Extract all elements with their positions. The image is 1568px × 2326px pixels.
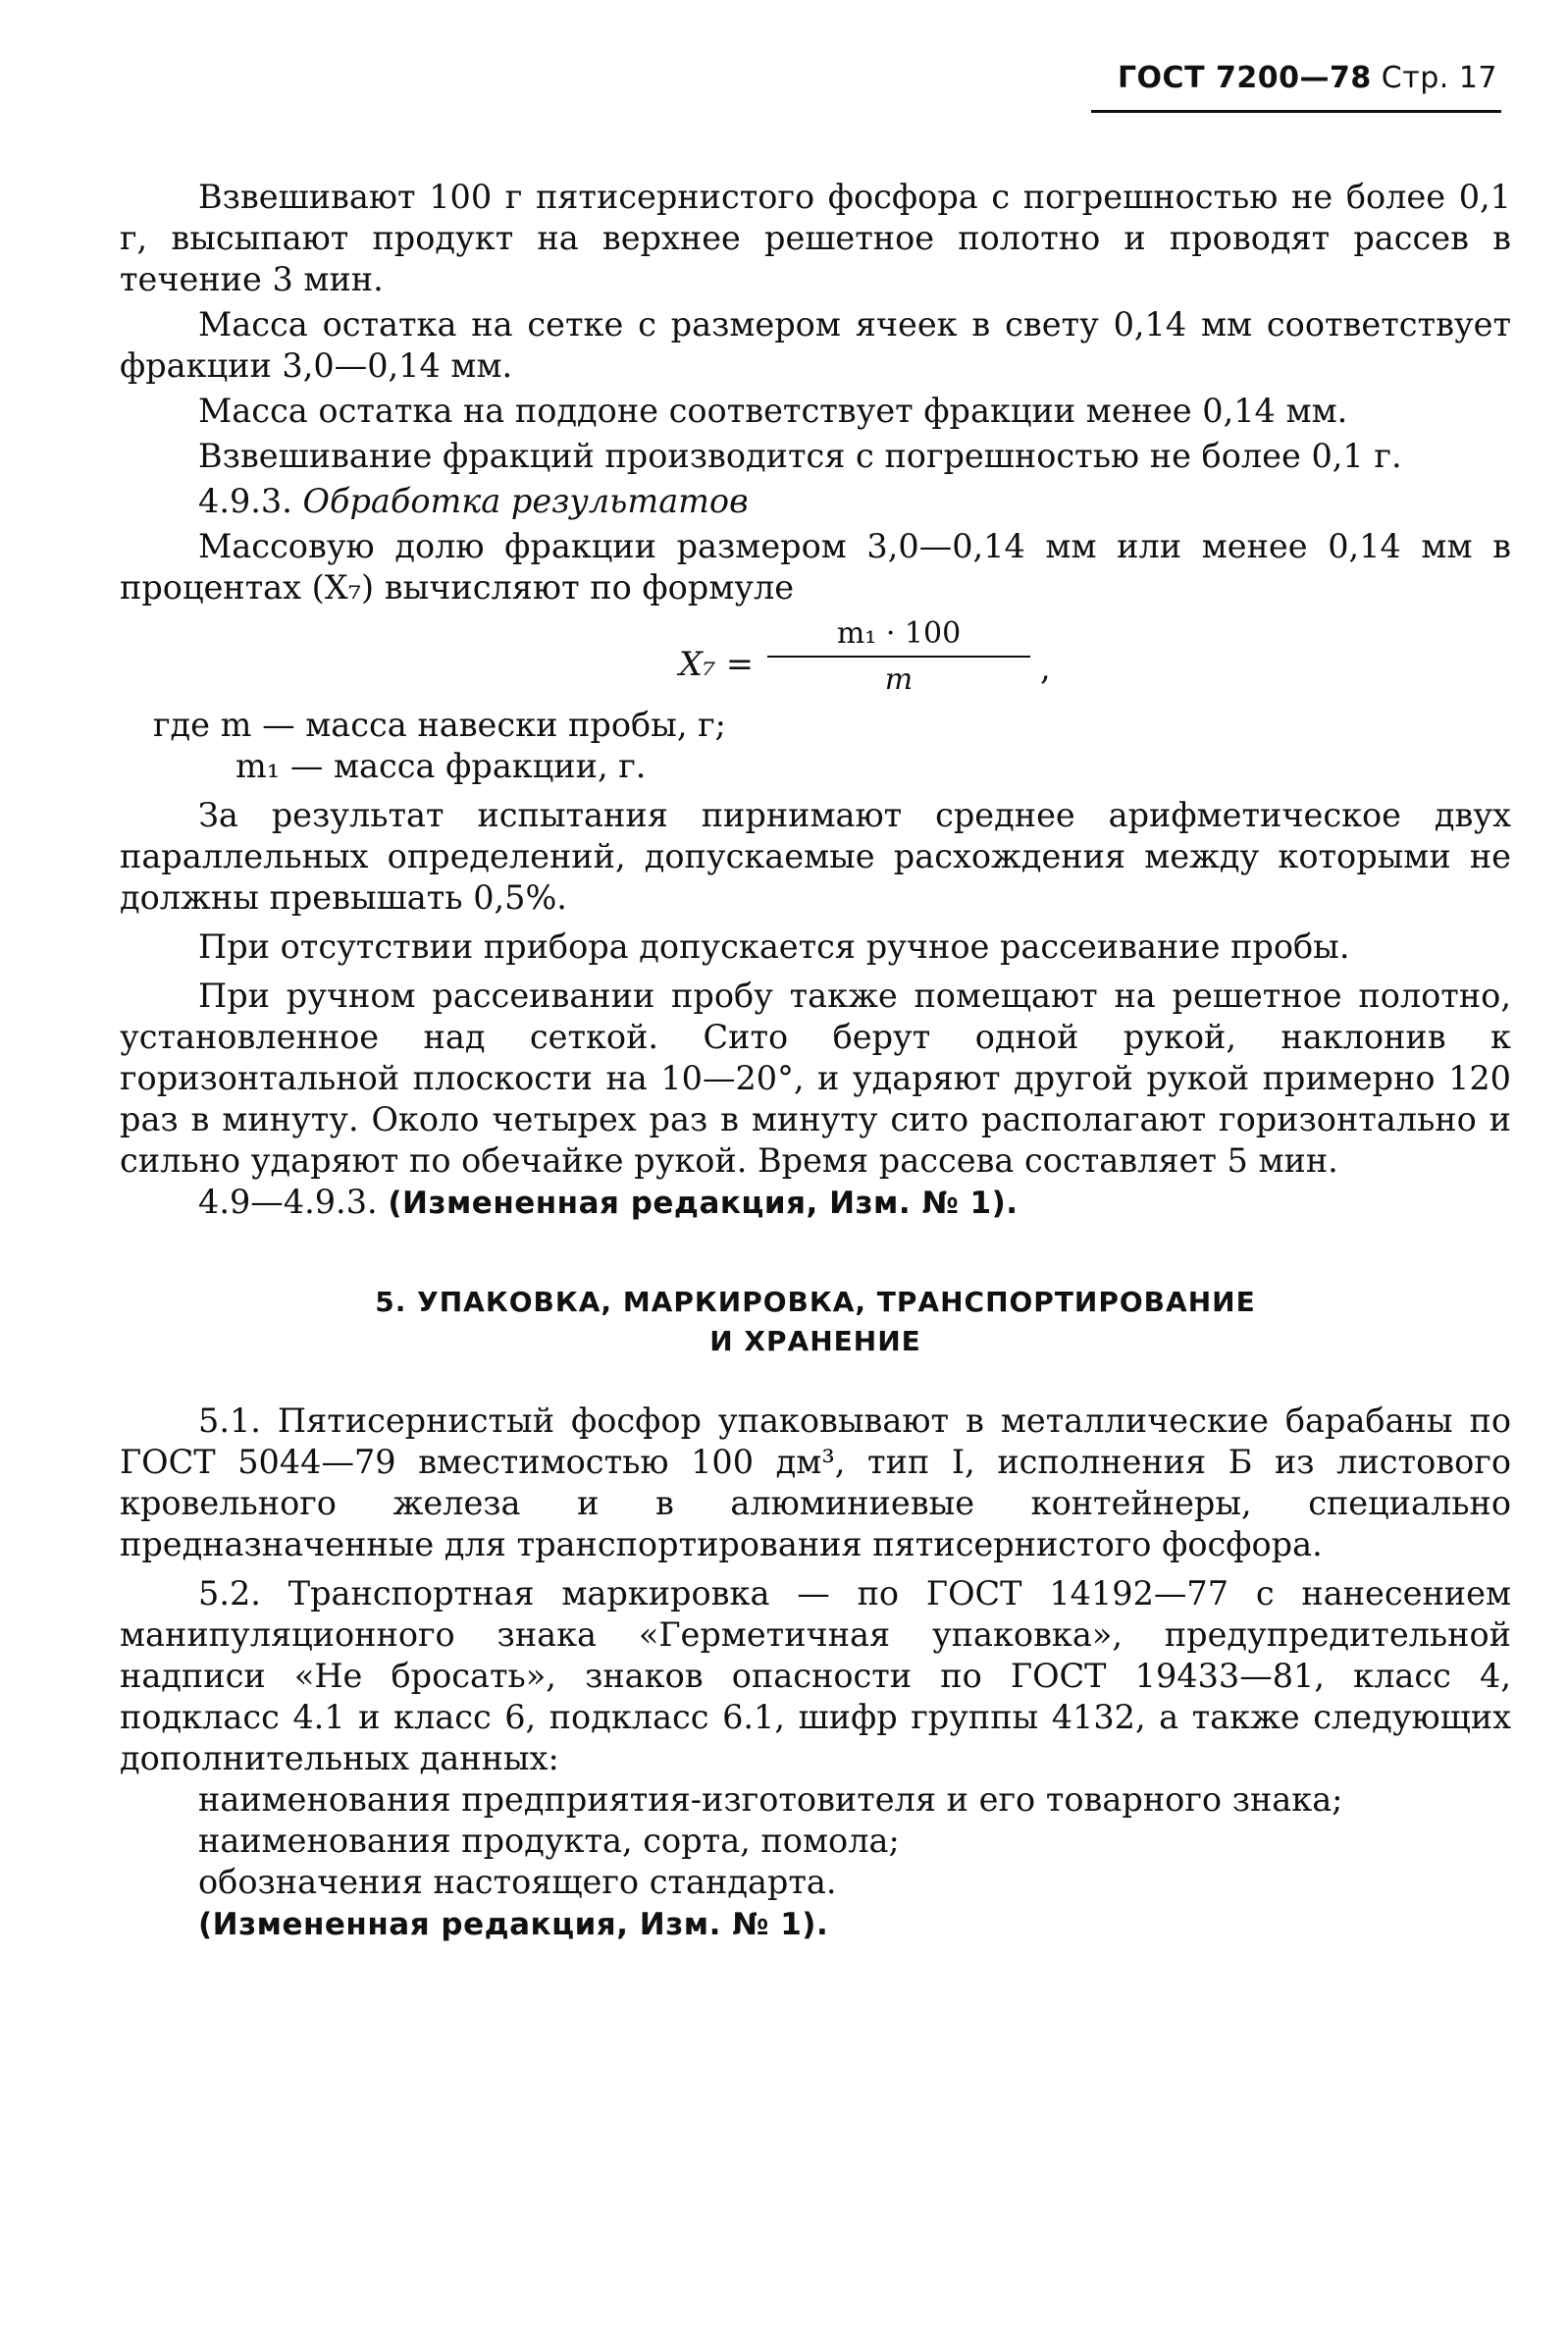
paragraph-fraction-weighing: Взвешивание фракций производится с погрешностью не более 0,1 г. <box>198 437 1402 475</box>
section-5-heading-line-1: 5. УПАКОВКА, МАРКИРОВКА, ТРАНСПОРТИРОВАНИЕ <box>375 1286 1256 1318</box>
section-5-heading <box>120 1283 1511 1361</box>
paragraph-formula-intro: Массовую долю фракции размером 3,0—0,14 мм или менее 0,14 мм в процентах (X₇) вычисляют по формуле <box>120 527 1511 607</box>
formula-fraction <box>767 614 1030 697</box>
paragraph-tray-residue: Масса остатка на поддоне соответствует фракции менее 0,14 мм. <box>198 392 1348 430</box>
document-body <box>120 177 1511 1945</box>
formula-lhs: X₇ = <box>679 645 754 683</box>
standard-number: ГОСТ 7200—78 <box>1117 61 1372 95</box>
page-number: Стр. 17 <box>1381 61 1497 95</box>
formula-block <box>120 614 1511 705</box>
list-item: обозначения настоящего стандарта. <box>198 1863 837 1901</box>
subsection-number: 4.9.3. <box>198 482 292 520</box>
formula-where-line-2: m₁ — масса фракции, г. <box>235 747 647 785</box>
amendment-note: (Измененная редакция, Изм. № 1). <box>198 1907 829 1942</box>
amendment-range: 4.9—4.9.3. <box>198 1183 378 1221</box>
paragraph-5-2: 5.2. Транспортная маркировка — по ГОСТ 14192—77 с нанесением манипуляционного знака «Герметичная упаковка», предупредительной надписи «Не бросать», знаков опасности по ГОСТ 19433—81, класс 4, подкласс 4.1 и класс 6, подкласс 6.1, шифр группы 4132, а также следующих дополнительных данных: <box>120 1574 1511 1777</box>
header-rule <box>1091 110 1501 113</box>
formula-denominator: m <box>884 662 914 697</box>
paragraph-5-1: 5.1. Пятисернистый фосфор упаковывают в металлические барабаны по ГОСТ 5044—79 вместимостью 100 дм³, тип I, исполнения Б из листового кровельного железа и в алюминиевые контейнеры, специально предназначенные для транспортирования пятисернистого фосфора. <box>120 1401 1511 1563</box>
list-item: наименования продукта, сорта, помола; <box>198 1822 900 1860</box>
paragraph-manual-allowed: При отсутствии прибора допускается ручное рассеивание пробы. <box>198 927 1350 966</box>
paragraph-manual-sieving: При ручном рассеивании пробу также помещают на решетное полотно, установленное над сеткой. Сито берут одной рукой, наклонив к горизонтальной плоскости на 10—20°, и ударяют другой рукой примерно 120 раз в минуту. Около четырех раз в минуту сито располагают горизонтально и сильно ударяют по обечайке рукой. Время рассева составляет 5 мин. <box>120 977 1511 1180</box>
paragraph-amendment-4 <box>120 1182 1511 1224</box>
formula-where-line-1: где m — масса навески пробы, г; <box>153 706 726 744</box>
paragraph-result: За результат испытания пирнимают среднее арифметическое двух параллельных определений, допускаемые расхождения между которыми не должны превышать 0,5%. <box>120 796 1511 917</box>
paragraph-mesh-residue: Масса остатка на сетке с размером ячеек в свету 0,14 мм соответствует фракции 3,0—0,14 мм. <box>120 305 1511 385</box>
list-item: наименования предприятия-изготовителя и его товарного знака; <box>198 1780 1343 1819</box>
formula-numerator: m₁ · 100 <box>836 616 962 651</box>
fraction-bar <box>767 656 1030 658</box>
paragraph-amendment-5 <box>120 1903 1511 1945</box>
subsection-heading <box>120 481 1511 522</box>
amendment-note: (Измененная редакция, Изм. № 1). <box>388 1186 1019 1221</box>
formula-trail: , <box>1040 649 1051 687</box>
page-header <box>1118 61 1497 95</box>
paragraph-weighing: Взвешивают 100 г пятисернистого фосфора с погрешностью не более 0,1 г, высыпают продукт на верхнее решетное полотно и проводят рассев в течение 3 мин. <box>120 178 1511 298</box>
subsection-title: Обработка результатов <box>302 482 749 520</box>
section-5-heading-line-2: И ХРАНЕНИЕ <box>709 1325 921 1357</box>
